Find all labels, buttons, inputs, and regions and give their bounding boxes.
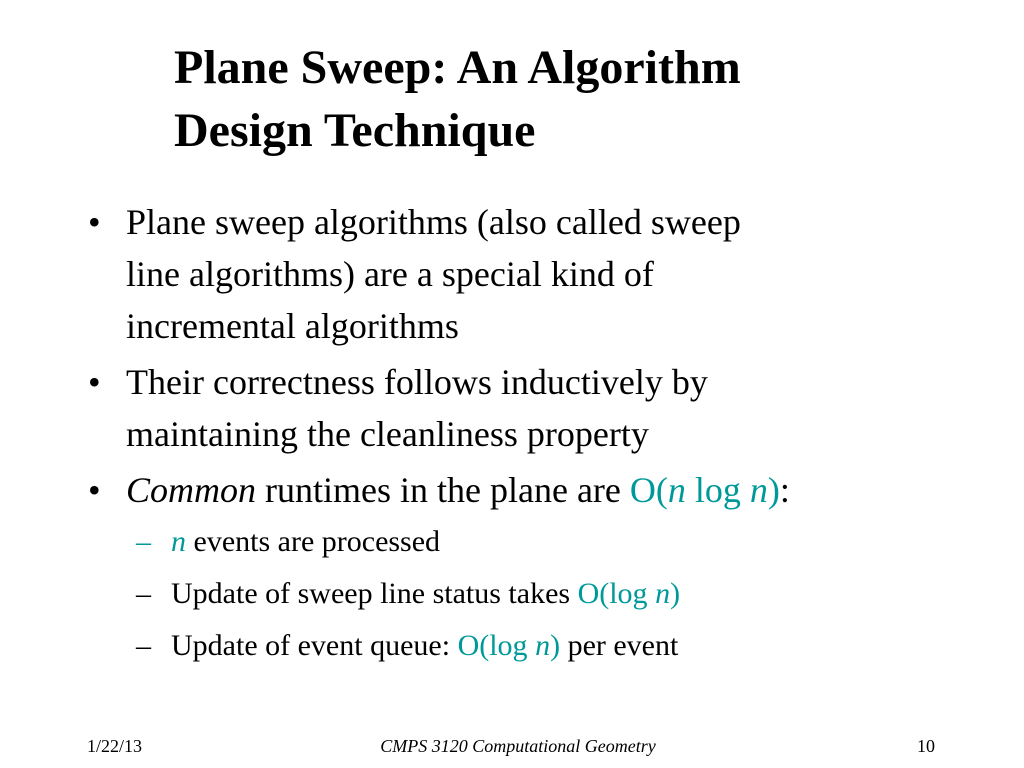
bullet-text-line [126, 464, 916, 516]
subbullet-events-processed [0, 516, 1024, 568]
big-o-close: ) [670, 577, 681, 610]
log-text: log [685, 470, 750, 510]
subbullet-event-queue [0, 620, 1024, 672]
bullet-marker: • [88, 470, 101, 510]
emphasis-common: Common [126, 470, 257, 510]
big-o-close: ) [767, 470, 780, 510]
subbullet-dash: – [136, 577, 151, 610]
big-o-open: O( [629, 470, 668, 510]
subbullet-sweep-line-status [0, 568, 1024, 620]
variable-n: n [535, 629, 551, 662]
bullet-marker: • [88, 202, 101, 242]
slide-title [174, 36, 974, 162]
bullet-text-line: incremental algorithms [126, 306, 459, 346]
footer-date: 1/22/13 [87, 736, 143, 756]
variable-n: n [667, 470, 686, 510]
subbullet-text: events are processed [186, 525, 441, 558]
runtime-text: runtimes in the plane are [256, 470, 630, 510]
bullet-text-line: maintaining the cleanliness property [126, 414, 649, 454]
bullet-marker: • [88, 362, 101, 402]
subbullet-text: Update of sweep line status takes [171, 577, 578, 610]
bullet-text-line: line algorithms) are a special kind of [126, 254, 654, 294]
subbullet-dash: – [136, 525, 151, 558]
bullet-item-plane-sweep [0, 196, 916, 352]
subbullet-text: Update of event queue: [171, 629, 458, 662]
big-o-log: O(log [577, 577, 656, 610]
footer-page-number: 10 [917, 736, 935, 756]
slide-title-line-2: Design Technique [174, 104, 536, 157]
runtime-colon: : [779, 470, 790, 510]
subbullet-tail: per event [560, 629, 679, 662]
variable-n: n [749, 470, 768, 510]
big-o-log: O(log [457, 629, 536, 662]
variable-n: n [171, 525, 186, 558]
big-o-expression [578, 577, 681, 610]
big-o-expression [630, 470, 780, 510]
slide-title-line-1: Plane Sweep: An Algorithm [174, 41, 741, 94]
big-o-expression [458, 629, 561, 662]
bullet-list [0, 196, 1024, 672]
subbullet-dash: – [136, 629, 151, 662]
variable-n: n [655, 577, 671, 610]
bullet-text-line: Plane sweep algorithms (also called sweep [126, 202, 741, 242]
bullet-item-runtimes [0, 464, 916, 516]
big-o-close: ) [550, 629, 561, 662]
bullet-text-line: Their correctness follows inductively by [126, 362, 708, 402]
bullet-item-correctness [0, 356, 916, 460]
footer-course-title: CMPS 3120 Computational Geometry [380, 736, 656, 756]
